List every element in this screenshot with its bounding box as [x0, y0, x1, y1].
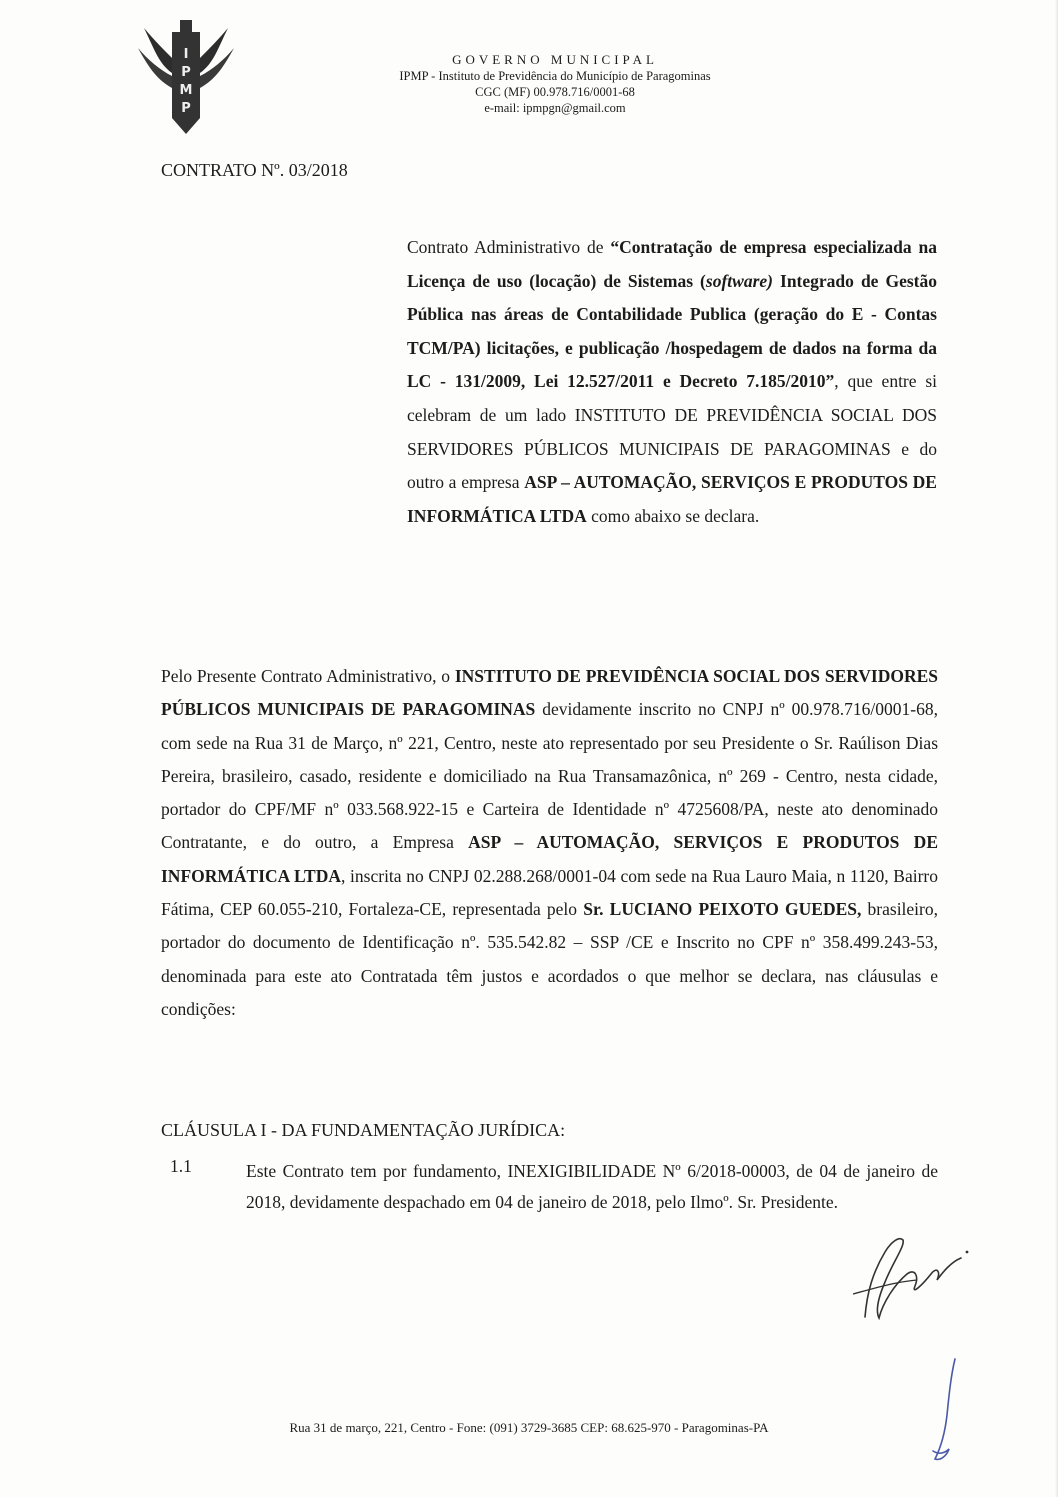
clause-number: 1.1 — [170, 1156, 192, 1176]
main-text-1: Pelo Presente Contrato Administrativo, o — [161, 666, 455, 686]
summary-bold-2: Integrado de Gestão Pública nas áreas de Contabilidade Publica (geração do E - Contas TCM/PA) licitações, e publicação /hospedagem de dados na forma da LC - 131/2009, Lei 12.527/2011 e Decreto 7.185/2010” — [407, 270, 937, 392]
summary-text-3: como abaixo se declara. — [586, 505, 760, 526]
svg-text:I: I — [183, 47, 189, 62]
institute-name: IPMP - Instituto de Previdência do Município de Paragominas — [399, 69, 711, 83]
institute-email: e-mail: ipmpgn@gmail.com — [484, 101, 626, 115]
summary-text-2: , que entre si celebram de um lado INSTITUTO DE PREVIDÊNCIA SOCIAL DOS SERVIDORES PÚBLICOS MUNICIPAIS DE PARAGOMINAS e do outro a empresa — [407, 371, 937, 493]
summary-bold-italic: software) — [705, 270, 773, 291]
main-text-2: devidamente inscrito no CNPJ nº 00.978.716/0001-68, com sede na Rua 31 de Março, nº 221, Centro, neste ato representado por seu Presidente o Sr. Raúlison Dias Pereira, brasileiro, casado, residente e domiciliado na Rua Transamazônica, nº 269 - Centro, nesta cidade, portador do CPF/MF nº 033.568.922-15 e Carteira de Identidade nº 4725608/PA, neste ato denominado Contratante, e do outro, a Empresa — [161, 699, 938, 853]
main-institute-name: INSTITUTO DE PREVIDÊNCIA SOCIAL DOS SERVIDORES PÚBLICOS MUNICIPAIS DE PARAGOMINAS — [161, 666, 939, 720]
contract-summary — [407, 231, 937, 533]
summary-bold-1: “Contratação de empresa especializada na Licença de uso (locação) de Sistemas ( — [407, 237, 937, 291]
summary-text-1: Contrato Administrativo de — [407, 237, 611, 257]
summary-company-name: ASP – AUTOMAÇÃO, SERVIÇOS E PRODUTOS DE INFORMÁTICA LTDA — [407, 472, 937, 526]
main-paragraph — [161, 660, 938, 1026]
main-text-4: brasileiro, portador do documento de Identificação nº. 535.542.82 – SSP /CE e Inscrito no CPF nº 358.499.243-53, denominada para este ato Contratada têm justos e acordados o que melhor se declara, nas cláusulas e condições: — [161, 899, 939, 1019]
letterhead — [345, 52, 765, 116]
main-text-3: , inscrita no CNPJ 02.288.268/0001-04 com sede na Rua Lauro Maia, n 1120, Bairro Fátima, CEP 60.055-210, Fortaleza-CE, representada pelo — [161, 865, 938, 920]
svg-text:M: M — [179, 83, 193, 98]
svg-text:P: P — [181, 101, 191, 116]
initials-rubric — [925, 1355, 965, 1465]
main-company-name: ASP – AUTOMAÇÃO, SERVIÇOS E PRODUTOS DE INFORMÁTICA LTDA — [161, 832, 938, 886]
svg-text:P: P — [181, 65, 191, 80]
institute-cgc: CGC (MF) 00.978.716/0001-68 — [475, 85, 635, 99]
clause-text: Este Contrato tem por fundamento, INEXIGIBILIDADE Nº 6/2018-00003, de 04 de janeiro de 2018, devidamente despachado em 04 de janeiro de 2018, pelo Ilmoº. Sr. Presidente. — [246, 1161, 938, 1212]
main-representative-name: Sr. LUCIANO PEIXOTO GUEDES, — [583, 899, 862, 920]
contract-number: CONTRATO Nº. 03/2018 — [161, 160, 348, 180]
clause-title: CLÁUSULA I - DA FUNDAMENTAÇÃO JURÍDICA: — [161, 1120, 566, 1140]
ipmp-logo — [136, 18, 236, 136]
footer-address: Rua 31 de março, 221, Centro - Fone: (091) 3729-3685 CEP: 68.625-970 - Paragominas-PA — [289, 1420, 769, 1435]
government-title: GOVERNO MUNICIPAL — [452, 52, 658, 67]
signature-rubric — [845, 1222, 975, 1332]
